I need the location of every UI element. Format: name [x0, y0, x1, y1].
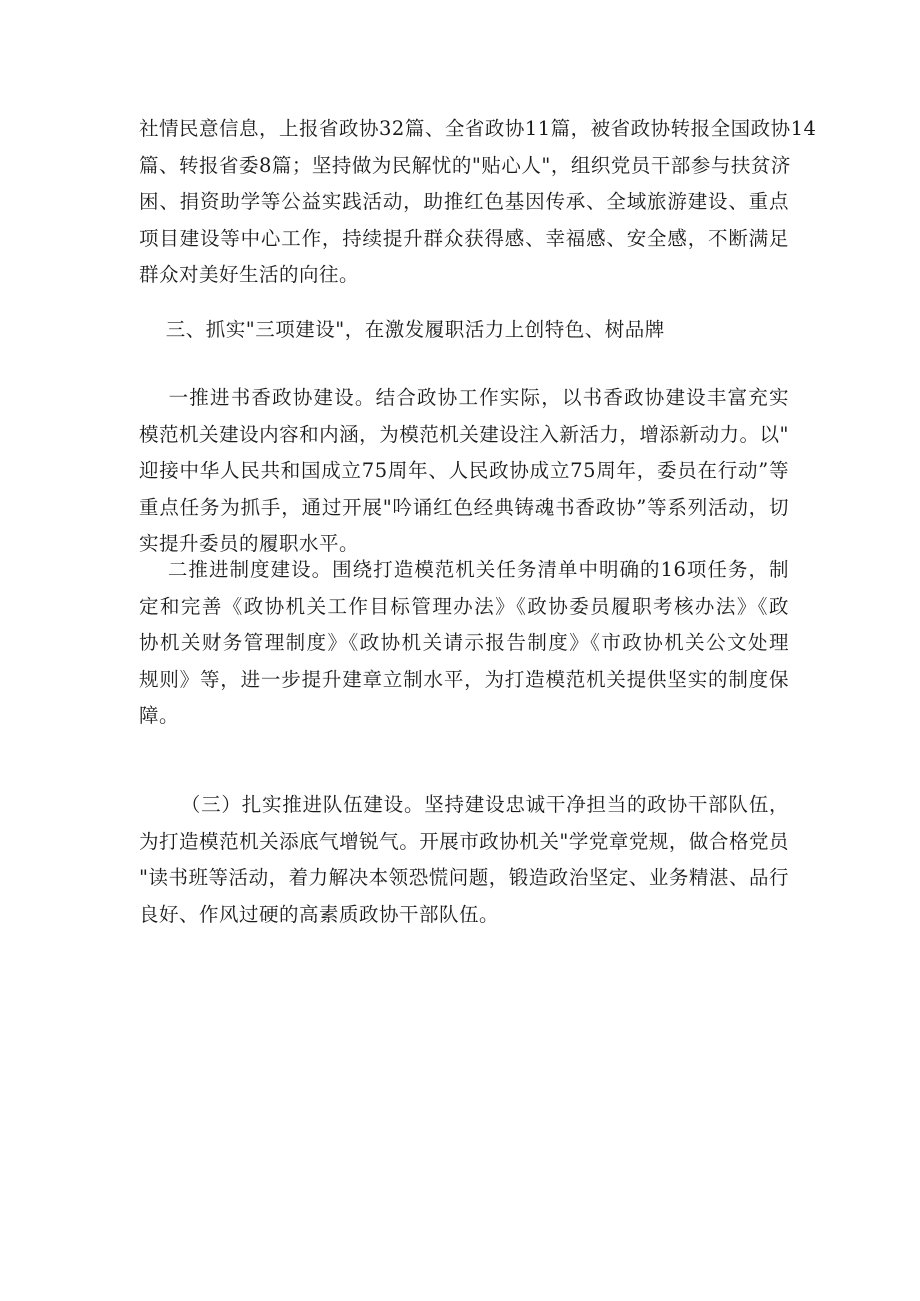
text-line: （三）扎实推进队伍建设。坚持建设忠诚干净担当的政协干部队伍，: [139, 793, 789, 816]
text-line: 项目建设等中心工作，持续提升群众获得感、幸福感、安全感，不断满足: [139, 226, 789, 250]
text-line: 二推进制度建设。围绕打造模范机关任务清单中明确的16项任务，制: [139, 558, 789, 581]
text-line: 篇、转报省委8篇；坚持做为民解忧的"贴心人"，组织党员干部参与扶贫济: [139, 153, 791, 177]
text-line: 协机关财务管理制度》《政协机关请示报告制度》《市政协机关公文处理: [139, 631, 789, 655]
text-line: 规则》等，进一步提升建章立制水平，为打造模范机关提供坚实的制度保: [139, 667, 789, 691]
text-line: 良好、作风过硬的高素质政协干部队伍。: [139, 902, 500, 926]
text-line: 定和完善《政协机关工作目标管理办法》《政协委员履职考核办法》《政: [139, 594, 789, 618]
text-line: 社情民意信息，上报省政协32篇、全省政协11篇，被省政协转报全国政协14: [139, 117, 817, 140]
text-line: 实提升委员的履职水平。: [139, 532, 360, 556]
section-heading-three: [139, 312, 789, 349]
text-line: 障。: [139, 704, 180, 728]
text-line: 重点任务为抓手，通过开展"吟诵红色经典铸魂书香政协”等系列活动，切: [139, 495, 789, 519]
text-line: 困、捐资助学等公益实践活动，助推红色基因传承、全域旅游建设、重点: [139, 190, 789, 214]
paragraph-scholarly-cppcc: [139, 380, 789, 563]
paragraph-team-building: [139, 787, 789, 933]
paragraph-social-info: [139, 111, 817, 294]
text-line: 群众对美好生活的向往。: [139, 263, 360, 287]
text-line: 迎接中华人民共和国成立75周年、人民政协成立75周年，委员在行动”等: [139, 459, 789, 483]
text-line: 为打造模范机关添底气增锐气。开展市政协机关"学党章党规，做合格党员: [139, 829, 789, 853]
heading-text: 三、抓实"三项建设"，在激发履职活力上创特色、树品牌: [139, 318, 665, 341]
paragraph-system-building: [139, 552, 789, 735]
text-line: "读书班等活动，着力解决本领恐慌问题，锻造政治坚定、业务精湛、品行: [139, 866, 789, 890]
text-line: 一推进书香政协建设。结合政协工作实际，以书香政协建设丰富充实: [139, 386, 789, 409]
text-line: 模范机关建设内容和内涵，为模范机关建设注入新活力，增添新动力。以": [139, 422, 789, 446]
